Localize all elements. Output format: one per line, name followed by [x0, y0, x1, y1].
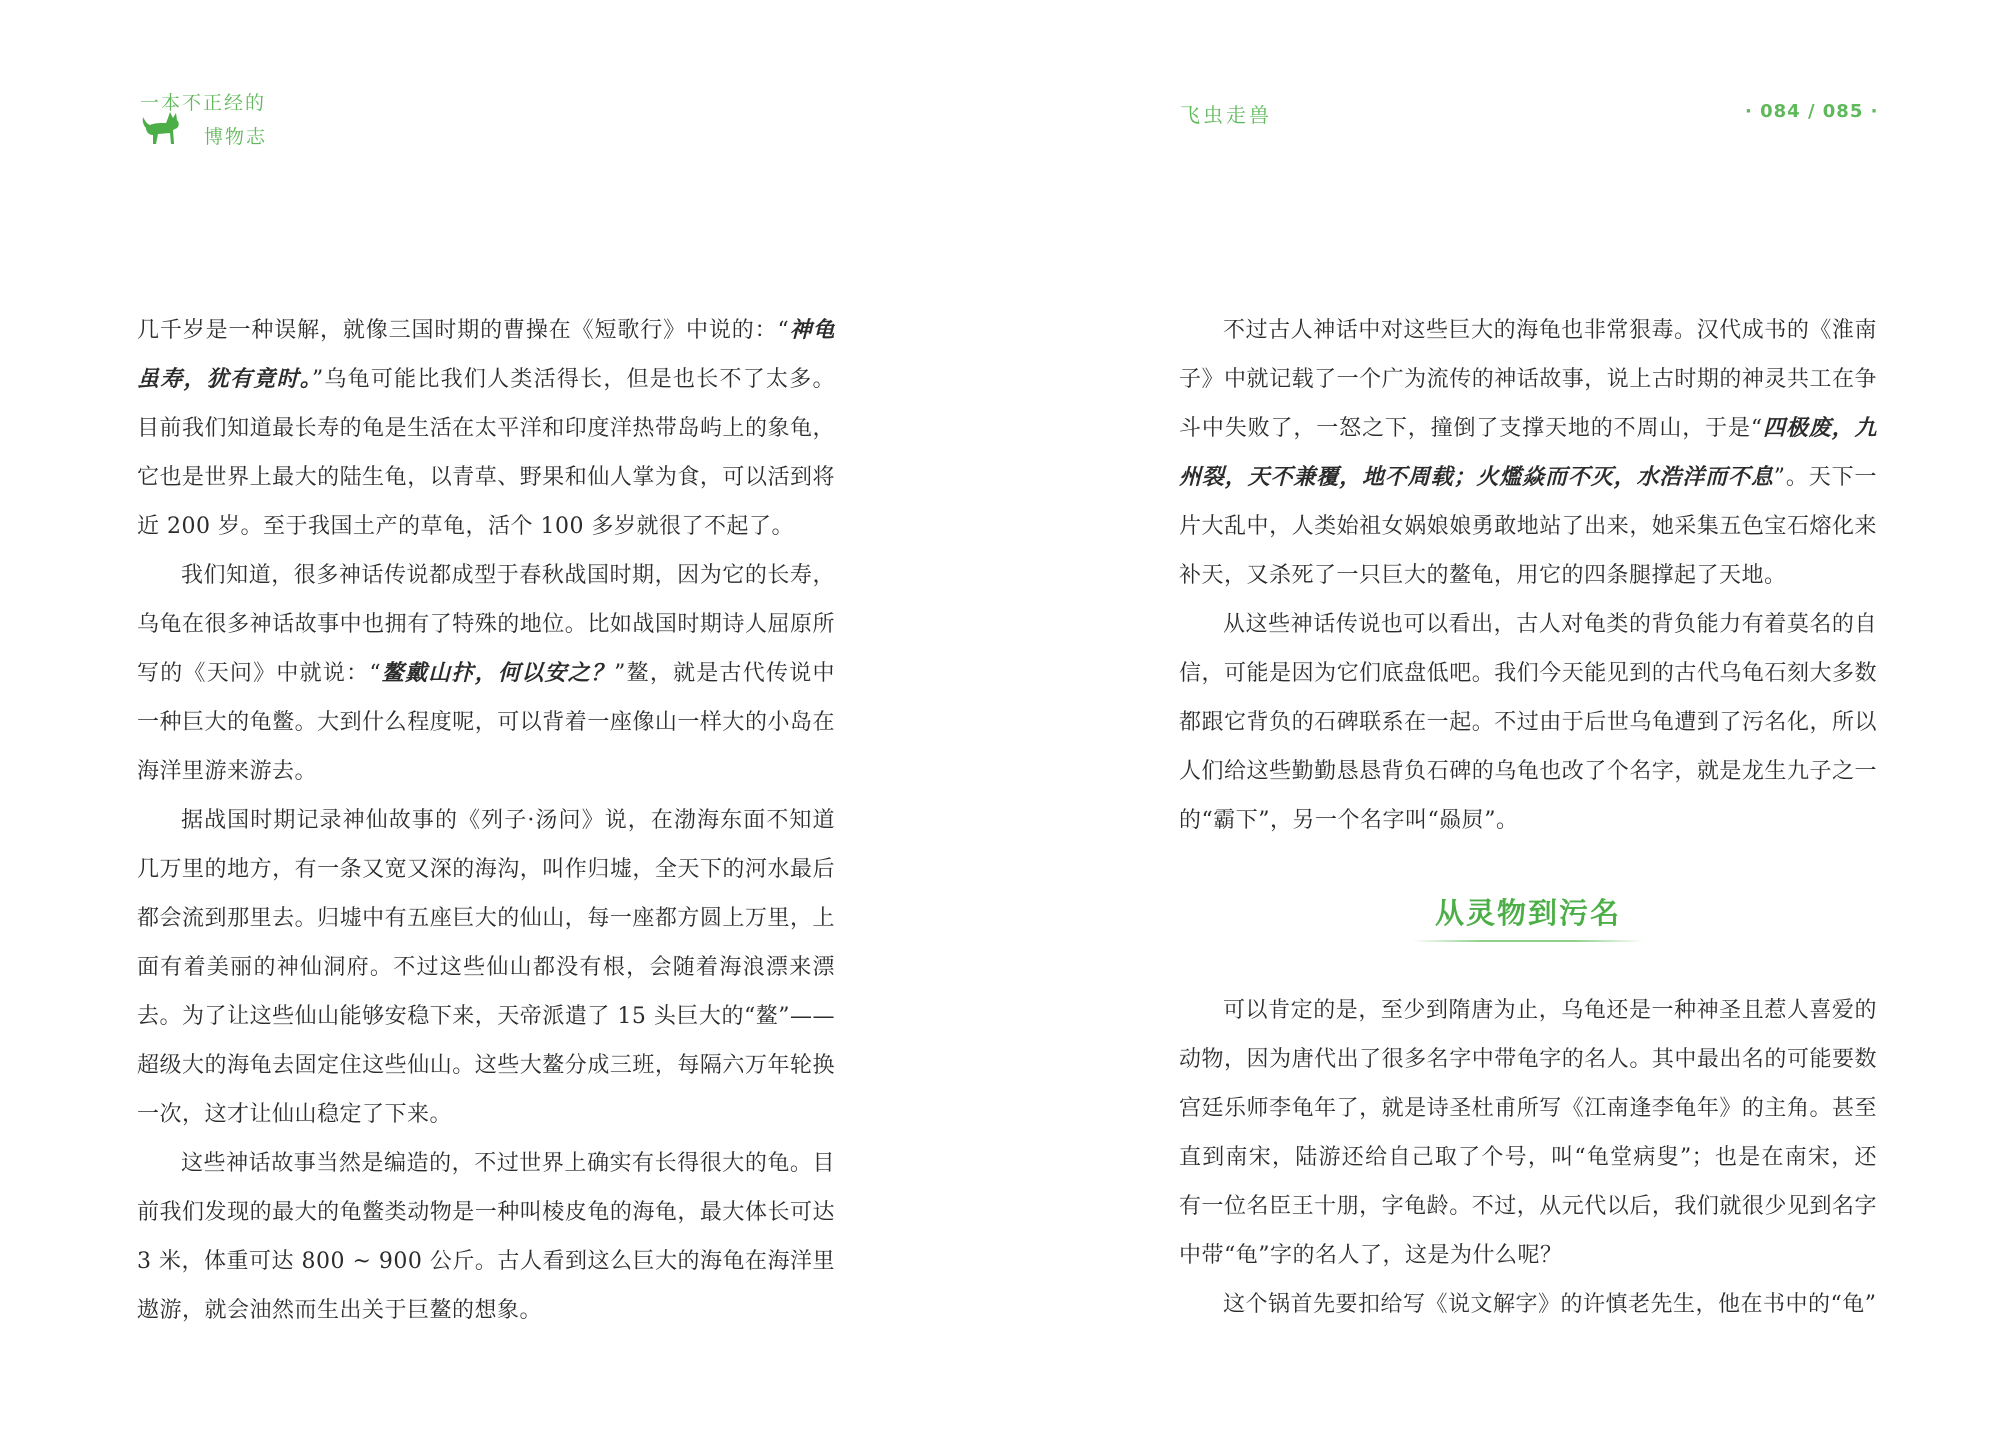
paragraph: 几千岁是一种误解，就像三国时期的曹操在《短歌行》中说的：“神龟虽寿，犹有竟时。”乌龟可能比我们人类活得长，但是也长不了太多。目前我们知道最长寿的龟是生活在太平洋和印度洋热带岛屿上的象龟，它也是世界上最大的陆生龟，以青草、野果和仙人掌为食，可以活到将近 200 岁。至于我国土产的草龟，活个 100 多岁就很了不起了。 — [137, 317, 835, 539]
left-page-body — [137, 306, 835, 1335]
paragraph: 可以肯定的是，至少到隋唐为止，乌龟还是一种神圣且惹人喜爱的动物，因为唐代出了很多名字中带龟字的名人。其中最出名的可能要数宫廷乐师李龟年了，就是诗圣杜甫所写《江南逢李龟年》的主角。甚至直到南宋，陆游还给自己取了个号，叫“龟堂病叟”；也是在南宋，还有一位名臣王十朋，字龟龄。不过，从元代以后，我们就很少见到名字中带“龟”字的名人了，这是为什么呢？ — [1179, 998, 1877, 1268]
classical-quote: 四极废，九州裂，天不兼覆，地不周载；火爁焱而不灭，水浩洋而不息 — [1179, 415, 1877, 490]
paragraph: 这个锅首先要扣给写《说文解字》的许慎老先生，他在书中的“龟” — [1223, 1292, 1877, 1317]
paragraph: 我们知道，很多神话传说都成型于春秋战国时期，因为它的长寿，乌龟在很多神话故事中也拥有了特殊的地位。比如战国时期诗人屈原所写的《天问》中就说：“鳌戴山抃，何以安之？”鳌，就是古代传说中一种巨大的龟鳖。大到什么程度呢，可以背着一座像山一样大的小岛在海洋里游来游去。 — [137, 563, 835, 784]
paragraph: 这些神话故事当然是编造的，不过世界上确实有长得很大的龟。目前我们发现的最大的龟鳖类动物是一种叫棱皮龟的海龟，最大体长可达 3 米，体重可达 800 ~ 900 公斤。古人看到这么巨大的海龟在海洋里遨游，就会油然而生出关于巨鳌的想象。 — [137, 1151, 835, 1323]
page-numbers: · 084 / 085 · — [1745, 101, 1879, 122]
paragraph: 不过古人神话中对这些巨大的海龟也非常狠毒。汉代成书的《淮南子》中就记载了一个广为流传的神话故事，说上古时期的神灵共工在争斗中失败了，一怒之下，撞倒了支撑天地的不周山，于是“四极废，九州裂，天不兼覆，地不周载；火爁焱而不灭，水浩洋而不息”。天下一片大乱中，人类始祖女娲娘娘勇敢地站了出来，她采集五色宝石熔化来补天，又杀死了一只巨大的鳌龟，用它的四条腿撑起了天地。 — [1179, 318, 1877, 588]
book-title-line1: 一本不正经的 — [140, 92, 267, 114]
paragraph: 从这些神话传说也可以看出，古人对龟类的背负能力有着莫名的自信，可能是因为它们底盘低吧。我们今天能见到的古代乌龟石刻大多数都跟它背负的石碑联系在一起。不过由于后世乌龟遭到了污名化，所以人们给这些勤勤恳恳背负石碑的乌龟也改了个名字，就是龙生九子之一的“霸下”，另一个名字叫“赑屃”。 — [1179, 612, 1877, 833]
section-heading-block — [1179, 891, 1877, 942]
cat-silhouette-icon — [140, 108, 182, 148]
heading-underline — [1412, 940, 1644, 942]
classical-quote: 神龟虽寿，犹有竟时。 — [137, 317, 835, 392]
classical-quote: 鳌戴山抃，何以安之？ — [381, 660, 615, 686]
paragraph: 据战国时期记录神仙故事的《列子·汤问》说，在渤海东面不知道几万里的地方，有一条又宽又深的海沟，叫作归墟，全天下的河水最后都会流到那里去。归墟中有五座巨大的仙山，每一座都方圆上万里，上面有着美丽的神仙洞府。不过这些仙山都没有根，会随着海浪漂来漂去。为了让这些仙山能够安稳下来，天帝派遣了 15 头巨大的“鳌”——超级大的海龟去固定住这些仙山。这些大鳌分成三班，每隔六万年轮换一次，这才让仙山稳定了下来。 — [137, 808, 835, 1127]
book-title-line2: 博物志 — [204, 126, 268, 148]
section-name: 飞虫走兽 — [1180, 103, 1272, 127]
section-heading: 从灵物到污名 — [1434, 896, 1621, 930]
right-page-body — [1179, 306, 1877, 1329]
